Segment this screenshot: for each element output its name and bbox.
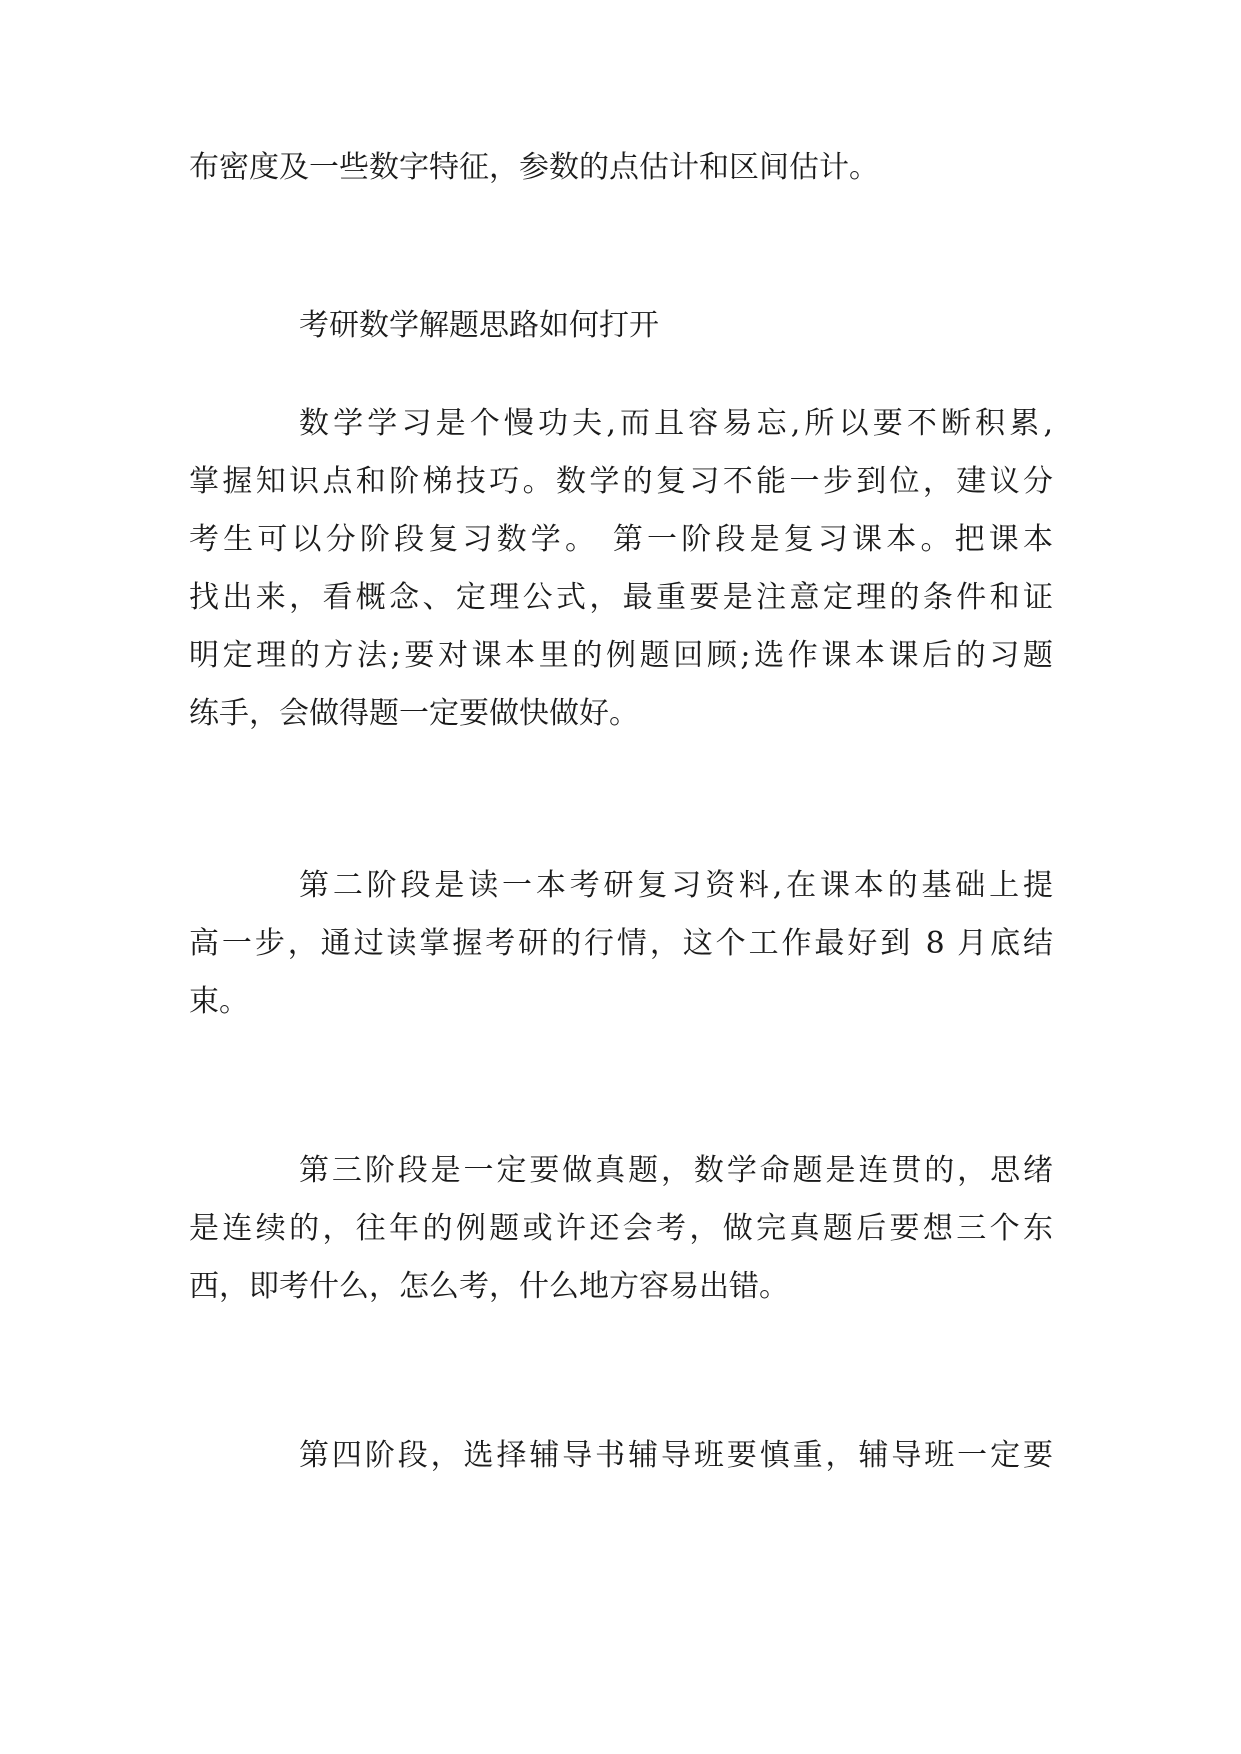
paragraph-line: 第四阶段，选择辅导书辅导班要慎重，辅导班一定要	[299, 1438, 1053, 1473]
paragraph-line: 练手，会做得题一定要做快做好。	[189, 696, 639, 731]
section-heading: 考研数学解题思路如何打开	[299, 308, 659, 343]
paragraph-line: 是连续的，往年的例题或许还会考，做完真题后要想三个东	[189, 1211, 1053, 1246]
paragraph-line: 考生可以分阶段复习数学。 第一阶段是复习课本。把课本	[189, 522, 1053, 557]
paragraph-line: 明定理的方法;要对课本里的例题回顾;选作课本课后的习题	[189, 638, 1053, 673]
paragraph-line: 第二阶段是读一本考研复习资料,在课本的基础上提	[299, 868, 1053, 903]
paragraph-line: 束。	[189, 984, 249, 1019]
paragraph-line: 高一步，通过读掌握考研的行情，这个工作最好到 8 月底结	[189, 926, 1053, 961]
paragraph-line: 布密度及一些数字特征，参数的点估计和区间估计。	[189, 150, 879, 185]
paragraph-line: 数学学习是个慢功夫,而且容易忘,所以要不断积累,	[299, 406, 1053, 441]
paragraph-line: 第三阶段是一定要做真题，数学命题是连贯的，思绪	[299, 1153, 1053, 1188]
paragraph-line: 掌握知识点和阶梯技巧。数学的复习不能一步到位，建议分	[189, 464, 1053, 499]
paragraph-line: 找出来，看概念、定理公式，最重要是注意定理的条件和证	[189, 580, 1053, 615]
paragraph-line: 西，即考什么，怎么考，什么地方容易出错。	[189, 1269, 789, 1304]
